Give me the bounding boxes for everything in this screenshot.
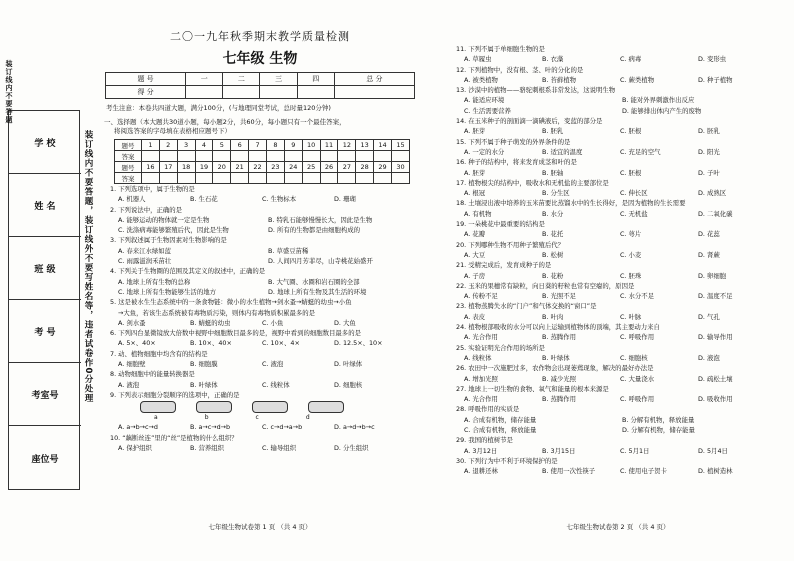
option[interactable]: A. 5×、40× bbox=[118, 339, 156, 348]
option[interactable]: D. 温度不足 bbox=[698, 292, 733, 301]
answer-cell[interactable] bbox=[302, 173, 320, 184]
option[interactable]: B. 胚轴 bbox=[542, 168, 564, 177]
cell-image-b bbox=[196, 401, 232, 413]
option[interactable]: C. 5月1日 bbox=[620, 446, 650, 455]
answer-header: 2 bbox=[159, 140, 177, 151]
option-row bbox=[464, 425, 784, 435]
binding-notice-2: 装订线内不要答题 bbox=[5, 60, 13, 124]
cell-image-d bbox=[308, 401, 344, 413]
question-stem: 19. 一朵桃花中最重要的结构是 bbox=[456, 220, 545, 229]
option[interactable]: C. 无机盐 bbox=[620, 209, 648, 218]
answer-header: 27 bbox=[338, 162, 356, 173]
option-row bbox=[464, 147, 784, 157]
answer-header: 28 bbox=[356, 162, 374, 173]
answer-cell[interactable] bbox=[195, 173, 213, 184]
option-row bbox=[118, 215, 420, 225]
option[interactable]: A. a→b→c→d bbox=[118, 423, 158, 432]
option[interactable]: D. 胚乳 bbox=[698, 127, 720, 136]
seat-label: 座位号 bbox=[31, 454, 59, 465]
option[interactable]: B. 草盛豆苗稀 bbox=[268, 246, 309, 255]
option[interactable]: D. 变形虫 bbox=[698, 55, 727, 64]
score-cell[interactable] bbox=[223, 86, 260, 99]
question-stem: 23. 植物蒸腾失水的“门户”和气体交换的“窗口”是 bbox=[456, 302, 597, 311]
answer-header: 26 bbox=[320, 162, 338, 173]
cell-division-images bbox=[140, 400, 420, 414]
answer-cell[interactable] bbox=[231, 151, 249, 162]
option[interactable]: D. 成熟区 bbox=[698, 189, 727, 198]
score-table bbox=[105, 72, 415, 99]
section1-line2: 将阅选答案的字母填在表格相应题号下） bbox=[114, 127, 231, 135]
option[interactable]: A. 液泡 bbox=[118, 380, 140, 389]
option[interactable]: C. 蕨类植物 bbox=[620, 75, 655, 84]
answer-cell[interactable] bbox=[338, 173, 356, 184]
option-row bbox=[464, 54, 784, 64]
question-stem: 24. 植物根部吸收的水分可以向上运输到植物体的顶端，其主要动力来自 bbox=[456, 323, 660, 332]
option-row bbox=[464, 75, 784, 85]
question-stem: 3. 下列叙述属于生物因素对生物影响的是 bbox=[110, 236, 227, 245]
score-header: 三 bbox=[260, 73, 297, 86]
option[interactable]: D. 液泡 bbox=[698, 353, 720, 362]
school-label: 学 校 bbox=[9, 111, 81, 174]
answer-header: 10 bbox=[302, 140, 320, 151]
option[interactable]: A. 传粉不足 bbox=[464, 292, 498, 301]
question-stem: 7. 动、植物细胞中均含有的结构是 bbox=[110, 349, 208, 358]
score-cell[interactable] bbox=[260, 86, 297, 99]
answer-cell[interactable] bbox=[356, 173, 374, 184]
answer-cell[interactable] bbox=[159, 173, 177, 184]
question-stem: 29. 我国的植树节是 bbox=[456, 436, 513, 445]
option[interactable]: A. 春来江水绿如蓝 bbox=[118, 246, 172, 255]
option[interactable]: B. 减少光照 bbox=[542, 374, 577, 383]
name-label: 姓 名 bbox=[9, 174, 81, 237]
answer-header: 21 bbox=[231, 162, 249, 173]
answer-cell[interactable] bbox=[284, 151, 302, 162]
option[interactable]: A. 胚芽 bbox=[464, 168, 486, 177]
option[interactable]: C. 呼吸作用 bbox=[620, 395, 655, 404]
option[interactable]: A. 增加光照 bbox=[464, 374, 498, 383]
option-row bbox=[118, 338, 420, 348]
option[interactable]: C. 小鱼 bbox=[262, 318, 284, 327]
question-stem: 14. 在玉米种子的剖面滴一滴碘液后，变蓝的部分是 bbox=[456, 117, 603, 126]
right-page bbox=[452, 44, 784, 476]
option[interactable]: B. 衣藻 bbox=[542, 55, 564, 64]
option[interactable]: C. 水分不足 bbox=[620, 292, 655, 301]
answer-cell[interactable] bbox=[374, 151, 392, 162]
answer-header: 题号 bbox=[115, 162, 142, 173]
option[interactable]: B. 叶绿体 bbox=[190, 380, 218, 389]
option[interactable]: C. c→d→a→b bbox=[262, 423, 303, 432]
option-row bbox=[118, 287, 420, 297]
score-header: 二 bbox=[223, 73, 260, 86]
option[interactable]: D. 大鱼 bbox=[334, 318, 356, 327]
answer-header: 7 bbox=[249, 140, 267, 151]
option[interactable]: D. 种子植物 bbox=[698, 75, 733, 84]
option-row bbox=[464, 250, 784, 260]
cell-image-a bbox=[140, 401, 176, 413]
option[interactable]: B. 分解有机物，释放能量 bbox=[622, 415, 695, 424]
option[interactable]: B. 细胞膜 bbox=[190, 360, 218, 369]
score-cell[interactable] bbox=[297, 86, 334, 99]
option[interactable]: B. 10×、40× bbox=[190, 339, 232, 348]
option[interactable]: B. 营养组织 bbox=[190, 443, 225, 452]
answer-header: 12 bbox=[338, 140, 356, 151]
option-row bbox=[118, 359, 420, 369]
answer-cell[interactable] bbox=[391, 151, 409, 162]
option[interactable]: D. 5月4日 bbox=[698, 446, 728, 455]
answer-cell[interactable] bbox=[338, 151, 356, 162]
answer-header: 24 bbox=[284, 162, 302, 173]
option-row bbox=[118, 256, 420, 266]
option[interactable]: B. 3月15日 bbox=[542, 446, 576, 455]
option[interactable]: D. 阳光 bbox=[698, 147, 720, 156]
question-stem: 2. 下列说法中，正确的是 bbox=[110, 205, 183, 214]
option[interactable]: A. 胚芽 bbox=[464, 127, 486, 136]
option[interactable]: A. 子房 bbox=[464, 271, 486, 280]
answer-header: 16 bbox=[141, 162, 159, 173]
option-row bbox=[464, 209, 784, 219]
option[interactable]: B. 蒸腾作用 bbox=[542, 395, 577, 404]
option[interactable]: B. 叶肉 bbox=[542, 312, 564, 321]
option[interactable]: C. 雨露滋润禾苗壮 bbox=[118, 257, 172, 266]
question-stem: 18. 土壤浸出液中培养的玉米苗要比蒸馏水中的生长得好，是因为植物的生长需要 bbox=[456, 199, 686, 208]
option[interactable]: D. 吸收作用 bbox=[698, 395, 733, 404]
question-stem: 12. 下列植物中，没有根、茎、叶的分化的是 bbox=[456, 65, 584, 74]
class-label: 班 级 bbox=[9, 237, 81, 300]
answer-cell[interactable] bbox=[195, 151, 213, 162]
option[interactable]: B. a→c→d→b bbox=[190, 423, 231, 432]
score-cell[interactable] bbox=[334, 86, 414, 99]
answer-header: 9 bbox=[284, 140, 302, 151]
option[interactable]: A. 有机物 bbox=[464, 209, 492, 218]
option-row bbox=[118, 308, 420, 318]
option-row bbox=[464, 353, 784, 363]
option[interactable]: B. 使用一次性筷子 bbox=[542, 467, 596, 476]
option-row bbox=[118, 225, 420, 235]
examno-label: 考 号 bbox=[9, 300, 81, 363]
answer-header: 8 bbox=[266, 140, 284, 151]
answer-cell[interactable] bbox=[213, 151, 231, 162]
option[interactable]: B. 胚乳 bbox=[542, 127, 564, 136]
option[interactable]: C. 合成有机物，释放能量 bbox=[464, 425, 537, 434]
option-row bbox=[118, 277, 420, 287]
option[interactable]: D. 卵细胞 bbox=[698, 271, 727, 280]
question-stem: 11. 下列不属于单细胞生物的是 bbox=[456, 45, 545, 53]
exam-title: 二〇一九年秋季期末教学质量检测 bbox=[170, 30, 350, 43]
answer-cell[interactable] bbox=[302, 151, 320, 162]
cell-label: d bbox=[305, 414, 310, 422]
answer-row-label: 答案 bbox=[115, 173, 142, 184]
option[interactable]: D. 子叶 bbox=[698, 168, 720, 177]
option-row bbox=[464, 271, 784, 281]
option[interactable]: D. a→d→b→c bbox=[334, 423, 375, 432]
cell-label: a bbox=[154, 414, 158, 422]
score-row-label: 得 分 bbox=[106, 86, 186, 99]
option[interactable]: A. 花瓣 bbox=[464, 230, 486, 239]
answer-header: 13 bbox=[356, 140, 374, 151]
question-stem: 15. 下列不属于种子萌发的外界条件的是 bbox=[456, 137, 571, 146]
option-row bbox=[464, 466, 784, 476]
left-page bbox=[100, 20, 420, 453]
question-10: 10. “藕断丝连”里的“丝”是植物的什么组织？ bbox=[110, 433, 238, 442]
answer-table bbox=[114, 139, 410, 184]
option[interactable]: B. 大气圈、水圈和岩石圈的全部 bbox=[268, 277, 360, 286]
answer-header: 22 bbox=[249, 162, 267, 173]
question-stem: 28. 呼吸作用的实质是 bbox=[456, 405, 520, 414]
answer-cell[interactable] bbox=[320, 151, 338, 162]
binding-notice: 装订线内不要答题，装订线外不要写姓名等，违者试卷作0分处理 bbox=[83, 130, 93, 403]
option[interactable]: A. 根冠 bbox=[464, 189, 486, 198]
answer-cell[interactable] bbox=[266, 173, 284, 184]
answer-row-label: 答案 bbox=[115, 151, 142, 162]
answer-header: 14 bbox=[374, 140, 392, 151]
option-row bbox=[464, 415, 784, 425]
option-row bbox=[464, 394, 784, 404]
answer-header: 18 bbox=[177, 162, 195, 173]
option[interactable]: B. 生石花 bbox=[190, 195, 218, 204]
option[interactable]: A. 草履虫 bbox=[464, 55, 492, 64]
option-row bbox=[118, 318, 420, 328]
answer-header: 17 bbox=[159, 162, 177, 173]
option[interactable]: A. 能够运动的物体就一定是生物 bbox=[118, 215, 210, 224]
answer-cell[interactable] bbox=[266, 151, 284, 162]
option[interactable]: D. 输导作用 bbox=[698, 333, 733, 342]
answer-cell[interactable] bbox=[177, 173, 195, 184]
option[interactable]: B. 花粉 bbox=[542, 271, 564, 280]
option[interactable]: C. 萼片 bbox=[620, 230, 642, 239]
option[interactable]: C. 大量浇水 bbox=[620, 374, 655, 383]
answer-cell[interactable] bbox=[356, 151, 374, 162]
option[interactable]: D. 12.5×、10× bbox=[334, 339, 383, 348]
option[interactable]: C. 叶脉 bbox=[620, 312, 642, 321]
option[interactable]: A. 一定的水分 bbox=[464, 147, 505, 156]
option-row bbox=[464, 229, 784, 239]
option[interactable]: B. 蒸腾作用 bbox=[542, 333, 577, 342]
question-stem: 9. 下列表示细胞分裂顺序的选项中，正确的是 bbox=[110, 390, 240, 399]
option[interactable]: D. 人间四月芳菲尽，山寺桃花始盛开 bbox=[268, 257, 373, 266]
option[interactable]: D. 分解有机物，储存能量 bbox=[622, 425, 695, 434]
cell-label: c bbox=[255, 414, 259, 422]
option[interactable]: D. 能够排出体内产生的废物 bbox=[622, 106, 702, 115]
answer-header: 题号 bbox=[115, 140, 142, 151]
answer-header: 30 bbox=[391, 162, 409, 173]
option[interactable]: C. 使用电子贺卡 bbox=[620, 467, 667, 476]
score-header: 题 号 bbox=[106, 73, 186, 86]
option[interactable]: C. 生活需要营养 bbox=[464, 106, 511, 115]
option[interactable]: B. 特乳石能够慢慢长大，因此是生物 bbox=[268, 215, 373, 224]
answer-cell[interactable] bbox=[231, 173, 249, 184]
answer-header: 6 bbox=[231, 140, 249, 151]
question-stem: 25. 实验证明光合作用的场所是 bbox=[456, 343, 545, 352]
question-stem: 13. 沙漠中的植物——骆驼刺根系非常发达，这说明生物 bbox=[456, 86, 616, 95]
answer-header: 3 bbox=[177, 140, 195, 151]
option[interactable]: D. 所有的生物都是由细胞构成的 bbox=[268, 226, 361, 235]
option[interactable]: B. 适宜的温度 bbox=[542, 147, 583, 156]
option[interactable]: A. 表皮 bbox=[464, 312, 486, 321]
score-header: 一 bbox=[186, 73, 223, 86]
option[interactable]: B. 能对外界刺激作出反应 bbox=[622, 96, 695, 105]
option[interactable]: D. 肾蕨 bbox=[698, 250, 720, 259]
question-stem: 26. 农田中一次施肥过多，农作物会出现萎蔫现象，解决的最好办法是 bbox=[456, 364, 654, 373]
cell-label: b bbox=[204, 414, 209, 422]
answer-header: 11 bbox=[320, 140, 338, 151]
option[interactable]: →大鱼，若该生态系统被有毒物质污染，则体内有毒物质积累最多的是 bbox=[118, 308, 316, 317]
answer-cell[interactable] bbox=[320, 173, 338, 184]
answer-header: 19 bbox=[195, 162, 213, 173]
option[interactable]: D. 花蕊 bbox=[698, 230, 720, 239]
q9-options bbox=[118, 422, 420, 432]
q10-options bbox=[118, 443, 420, 453]
question-stem: 4. 下列关于生物圈的范围及其定义的叙述中，正确的是 bbox=[110, 267, 266, 276]
option[interactable]: B. 苔藓植物 bbox=[542, 75, 577, 84]
answer-header: 20 bbox=[213, 162, 231, 173]
answer-header: 25 bbox=[302, 162, 320, 173]
option[interactable]: B. 叶绿体 bbox=[542, 353, 570, 362]
question-stem: 17. 植物根尖的结构中，吸收水和无机盐的主要部位是 bbox=[456, 178, 609, 187]
option-row bbox=[464, 168, 784, 178]
room-label: 考室号 bbox=[9, 363, 81, 426]
question-stem: 27. 地球上一切生物的食物、氧气和能量的根本来源是 bbox=[456, 384, 609, 393]
option[interactable]: C. 洗涤病毒能够繁殖后代，因此是生物 bbox=[118, 226, 229, 235]
option[interactable]: C. 胚根 bbox=[620, 168, 642, 177]
option-row bbox=[464, 188, 784, 198]
answer-cell[interactable] bbox=[249, 151, 267, 162]
binding-strip bbox=[8, 110, 80, 490]
option-row bbox=[118, 194, 420, 204]
option-row bbox=[118, 380, 420, 390]
question-stem: 8. 动物细胞中的能量转换器是 bbox=[110, 370, 195, 379]
option[interactable]: C. 伸长区 bbox=[620, 189, 648, 198]
option[interactable]: B. 分生区 bbox=[542, 189, 570, 198]
question-stem: 20. 下列哪种生物不用种子繁殖后代？ bbox=[456, 240, 565, 249]
section1-line1: 一、选择题（本大题共30道小题，每小题2分，共60分，每小题只有一个最佳答案， bbox=[104, 118, 346, 126]
answer-header: 23 bbox=[266, 162, 284, 173]
option[interactable]: A. 被类植物 bbox=[464, 75, 498, 84]
question-stem: 22. 玉米的果穗常有缺粒，向日葵的籽粒也常有空瘪的，原因是 bbox=[456, 281, 635, 290]
answer-cell[interactable] bbox=[159, 151, 177, 162]
option-row bbox=[464, 374, 784, 384]
option[interactable]: D. 二氧化碳 bbox=[698, 209, 733, 218]
answer-cell[interactable] bbox=[213, 173, 231, 184]
question-stem: 21. 受精完成后，发育成种子的是 bbox=[456, 261, 552, 270]
option[interactable]: C. 充足的空气 bbox=[620, 147, 661, 156]
question-stem: 5. 这是被水生生态系统中的一条食物链：微小的水生植物→剑水蚤→蜻蜓的幼虫→小鱼 bbox=[110, 298, 352, 307]
option[interactable]: C. 线粒体 bbox=[262, 380, 290, 389]
cell-image-labels bbox=[154, 414, 420, 422]
option[interactable]: A. 能适应环境 bbox=[464, 96, 505, 105]
answer-cell[interactable] bbox=[391, 173, 409, 184]
option[interactable]: B. 蜻蜓的幼虫 bbox=[190, 318, 231, 327]
question-stem: 6. 下列四台显微镜放大倍数中视野中细胞数目最多的是，视野中看到的细胞数目最多的是 bbox=[110, 329, 361, 338]
option[interactable]: A. 光合作用 bbox=[464, 395, 498, 404]
answer-header: 15 bbox=[391, 140, 409, 151]
option-row bbox=[118, 246, 420, 256]
option[interactable]: B. 松树 bbox=[542, 250, 564, 259]
option-row bbox=[464, 126, 784, 136]
option[interactable]: C. 10×、4× bbox=[262, 339, 300, 348]
score-header: 四 bbox=[297, 73, 334, 86]
option[interactable]: C. 地球上所有生物能够生活的地方 bbox=[118, 287, 216, 296]
option[interactable]: A. 剑水蚤 bbox=[118, 318, 146, 327]
answer-header: 5 bbox=[213, 140, 231, 151]
question-stem: 1. 下列选项中，属于生物的是 bbox=[110, 185, 195, 193]
option[interactable]: C. 病毒 bbox=[620, 55, 642, 64]
answer-cell[interactable] bbox=[249, 173, 267, 184]
question-stem: 30. 下列行为中不利于环境保护的是 bbox=[456, 456, 558, 465]
score-cell[interactable] bbox=[186, 86, 223, 99]
question-stem: 16. 种子的结构中，将来发育成茎和叶的是 bbox=[456, 158, 577, 167]
option-row bbox=[464, 312, 784, 322]
right-footer: 七年级生物试卷第 2 页 （共 4 页） bbox=[566, 523, 670, 531]
option[interactable]: C. 输导组织 bbox=[262, 443, 297, 452]
option[interactable]: C. 呼吸作用 bbox=[620, 333, 655, 342]
option[interactable]: A. 3月12日 bbox=[464, 446, 498, 455]
answer-cell[interactable] bbox=[374, 173, 392, 184]
answer-header: 4 bbox=[195, 140, 213, 151]
exam-subject: 七年级 生物 bbox=[222, 51, 298, 67]
score-header: 总 分 bbox=[334, 73, 414, 86]
answer-cell[interactable] bbox=[284, 173, 302, 184]
option[interactable]: D. 疏松土壤 bbox=[698, 374, 733, 383]
option[interactable]: C. 液泡 bbox=[262, 360, 284, 369]
option[interactable]: C. 细胞核 bbox=[620, 353, 648, 362]
option[interactable]: A. 细胞壁 bbox=[118, 360, 146, 369]
option[interactable]: A. 合成有机物，储存能量 bbox=[464, 415, 537, 424]
option[interactable]: D. 地球上所有生物及其生活的环境 bbox=[268, 287, 367, 296]
option[interactable]: B. 水分 bbox=[542, 209, 564, 218]
exam-note: 考生注意：本卷共四道大题，满分100分，(与地理同堂考试，总时量120分钟) bbox=[106, 104, 331, 112]
option[interactable]: D. 分生组织 bbox=[334, 443, 369, 452]
option[interactable]: A. 光合作用 bbox=[464, 333, 498, 342]
answer-cell[interactable] bbox=[177, 151, 195, 162]
option-row bbox=[464, 106, 784, 116]
answer-header: 1 bbox=[141, 140, 159, 151]
option[interactable]: C. 小麦 bbox=[620, 250, 642, 259]
left-footer: 七年级生物试卷第 1 页 （共 4 页） bbox=[208, 523, 312, 531]
option[interactable]: A. 地球上所有生物的总称 bbox=[118, 277, 191, 286]
answer-header: 29 bbox=[374, 162, 392, 173]
option[interactable]: A. 保护组织 bbox=[118, 443, 152, 452]
option[interactable]: D. 气孔 bbox=[698, 312, 720, 321]
option[interactable]: C. 生物标本 bbox=[262, 195, 297, 204]
left-question-list bbox=[100, 184, 420, 400]
option-row bbox=[464, 291, 784, 301]
option[interactable]: D. 细胞核 bbox=[334, 380, 363, 389]
option[interactable]: C. 胚根 bbox=[620, 127, 642, 136]
option[interactable]: C. 胚珠 bbox=[620, 271, 642, 280]
cell-image-c bbox=[252, 401, 288, 413]
option[interactable]: A. 机器人 bbox=[118, 195, 146, 204]
option[interactable]: A. 线粒体 bbox=[464, 353, 492, 362]
option[interactable]: B. 光照不足 bbox=[542, 292, 577, 301]
option-row bbox=[464, 332, 784, 342]
option-row bbox=[464, 95, 784, 105]
option-row bbox=[464, 446, 784, 456]
answer-cell[interactable] bbox=[141, 173, 159, 184]
answer-cell[interactable] bbox=[141, 151, 159, 162]
option[interactable]: A. 大豆 bbox=[464, 250, 486, 259]
option[interactable]: B. 花托 bbox=[542, 230, 564, 239]
option[interactable]: D. 植树造林 bbox=[698, 467, 733, 476]
option[interactable]: A. 退耕还林 bbox=[464, 467, 498, 476]
option[interactable]: D. 珊瑚 bbox=[334, 195, 356, 204]
option[interactable]: D. 叶绿体 bbox=[334, 360, 363, 369]
